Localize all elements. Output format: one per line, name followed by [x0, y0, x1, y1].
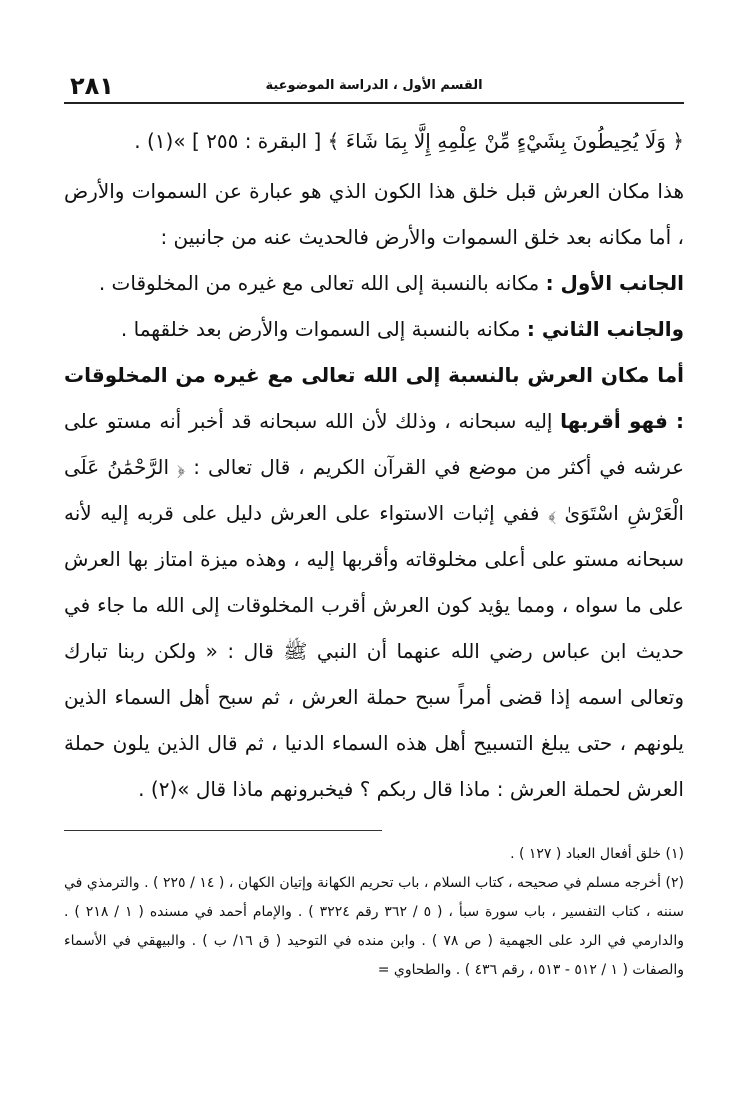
- verse-line: ﴿ وَلَا يُحِيطُونَ بِشَيْءٍ مِّنْ عِلْمِهِ إِلَّا بِمَا شَاءَ ﴾ [ البقرة : ٢٥٥ ] »(١) .: [134, 129, 684, 153]
- section-heading: أما مكان العرش بالنسبة إلى الله تعالى مع غيره من المخلوقات : فهو أقربها: [64, 363, 685, 433]
- running-title: القسم الأول ، الدراسة الموضوعية: [265, 78, 483, 93]
- footnote-separator: [64, 830, 382, 831]
- paragraph-main-text: إليه سبحانه ، وذلك لأن الله سبحانه قد أخبر أنه مستو على عرشه في أكثر من موضع في القرآن الكريم ، قال تعالى : ﴿ الرَّحْمَٰنُ عَلَى الْعَرْشِ اسْتَوَىٰ ﴾ ففي إثبات الاستواء على العرش دليل على قربه إليه لأنه سبحانه مستو على أعلى مخلوقاته وأقربها إليه ، وهذه ميزة امتاز بها العرش على ما سواه ، ومما يؤيد كون العرش أقرب المخلوقات إلى الله ما جاء في حديث ابن عباس رضي الله عنهما أن النبي ﷺ قال : « ولكن ربنا تبارك وتعالى اسمه إذا قضى أمراً سبح حملة العرش ، ثم سبح أهل السماء الذين يلونهم ، حتى يبلغ التسبيح أهل هذه السماء الدنيا ، ثم قال الذين يلون حملة العرش لحملة العرش : ماذا قال ربكم ؟ فيخبرونهم ماذا قال »(٢) .: [64, 409, 684, 801]
- page-number: ٢٨١: [70, 72, 114, 100]
- page-header: [64, 68, 684, 104]
- paragraph-intro: هذا مكان العرش قبل خلق هذا الكون الذي هو عبارة عن السموات والأرض ، أما مكانه بعد خلق السموات والأرض فالحديث عنه من جانبين :: [64, 179, 684, 249]
- aspect-one-text: مكانه بالنسبة إلى الله تعالى مع غيره من المخلوقات .: [98, 271, 540, 295]
- aspect-two-text: مكانه بالنسبة إلى السموات والأرض بعد خلقهما .: [120, 317, 521, 341]
- footnote-2: (٢) أخرجه مسلم في صحيحه ، كتاب السلام ، باب تحريم الكهانة وإتيان الكهان ، ( ١٤ / ٢٢٥ ) . والترمذي في سننه ، كتاب التفسير ، باب سورة سبأ ، ( ٥ / ٣٦٢ رقم ٣٢٢٤ ) . والإمام أحمد في مسنده ( ١ / ٢١٨ ) . والدارمي في الرد على الجهمية ( ص ٧٨ ) . وابن منده في التوحيد ( ق ١٦/ ب ) . والبيهقي في الأسماء والصفات ( ١ / ٥١٢ - ٥١٣ ، رقم ٤٣٦ ) . والطحاوي =: [64, 875, 685, 978]
- body-text: [64, 118, 684, 812]
- paragraph-main: [64, 352, 684, 812]
- footnotes: [64, 840, 684, 985]
- aspect-two-label: والجانب الثاني :: [526, 317, 684, 341]
- aspect-one: [64, 260, 684, 306]
- footnote-1: (١) خلق أفعال العباد ( ١٢٧ ) .: [510, 846, 684, 862]
- aspect-one-label: الجانب الأول :: [545, 271, 684, 295]
- aspect-two: [64, 306, 684, 352]
